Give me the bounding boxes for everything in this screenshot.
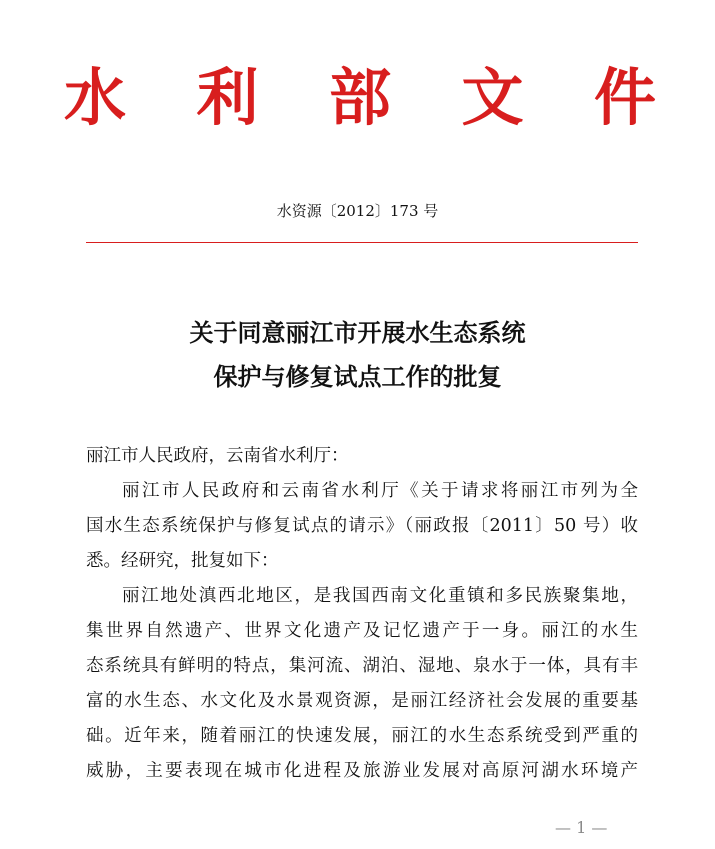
document-body — [86, 439, 638, 789]
paragraph-line: 丽江市人民政府和云南省水利厅《关于请求将丽江市列为全 — [122, 481, 638, 501]
paragraph-line: 悉。经研究，批复如下： — [86, 551, 279, 571]
page-number: — 1 — — [555, 818, 608, 837]
title-line-2: 保护与修复试点工作的批复 — [213, 362, 502, 391]
paragraph-line: 国水生态系统保护与修复试点的请示》（丽政报〔2011〕50 号）收 — [86, 516, 638, 536]
addressee: 丽江市人民政府，云南省水利厅： — [86, 446, 349, 466]
paragraph-line: 富的水生态、水文化及水景观资源，是丽江经济社会发展的重要基 — [86, 691, 638, 711]
header-char: 文 — [461, 61, 524, 134]
header-char: 件 — [593, 61, 656, 134]
paragraph-line: 础。近年来，随着丽江的快速发展，丽江的水生态系统受到严重的 — [86, 726, 638, 746]
paragraph-line: 集世界自然遗产、世界文化遗产及记忆遗产于一身。丽江的水生 — [86, 621, 638, 641]
header-char: 利 — [196, 61, 259, 134]
document-number: 水资源〔2012〕173 号 — [276, 202, 439, 220]
header-title — [60, 58, 660, 138]
paragraph-line: 态系统具有鲜明的特点，集河流、湖泊、湿地、泉水于一体，具有丰 — [86, 656, 638, 676]
header-char: 水 — [63, 61, 126, 134]
red-divider — [86, 242, 638, 243]
title-line-1: 关于同意丽江市开展水生态系统 — [189, 318, 526, 347]
paragraph-line: 威胁，主要表现在城市化进程及旅游业发展对高原河湖水环境产 — [86, 761, 638, 781]
document-title — [0, 311, 715, 399]
paragraph-line: 丽江地处滇西北地区，是我国西南文化重镇和多民族聚集地， — [122, 586, 638, 606]
header-char: 部 — [328, 61, 391, 134]
